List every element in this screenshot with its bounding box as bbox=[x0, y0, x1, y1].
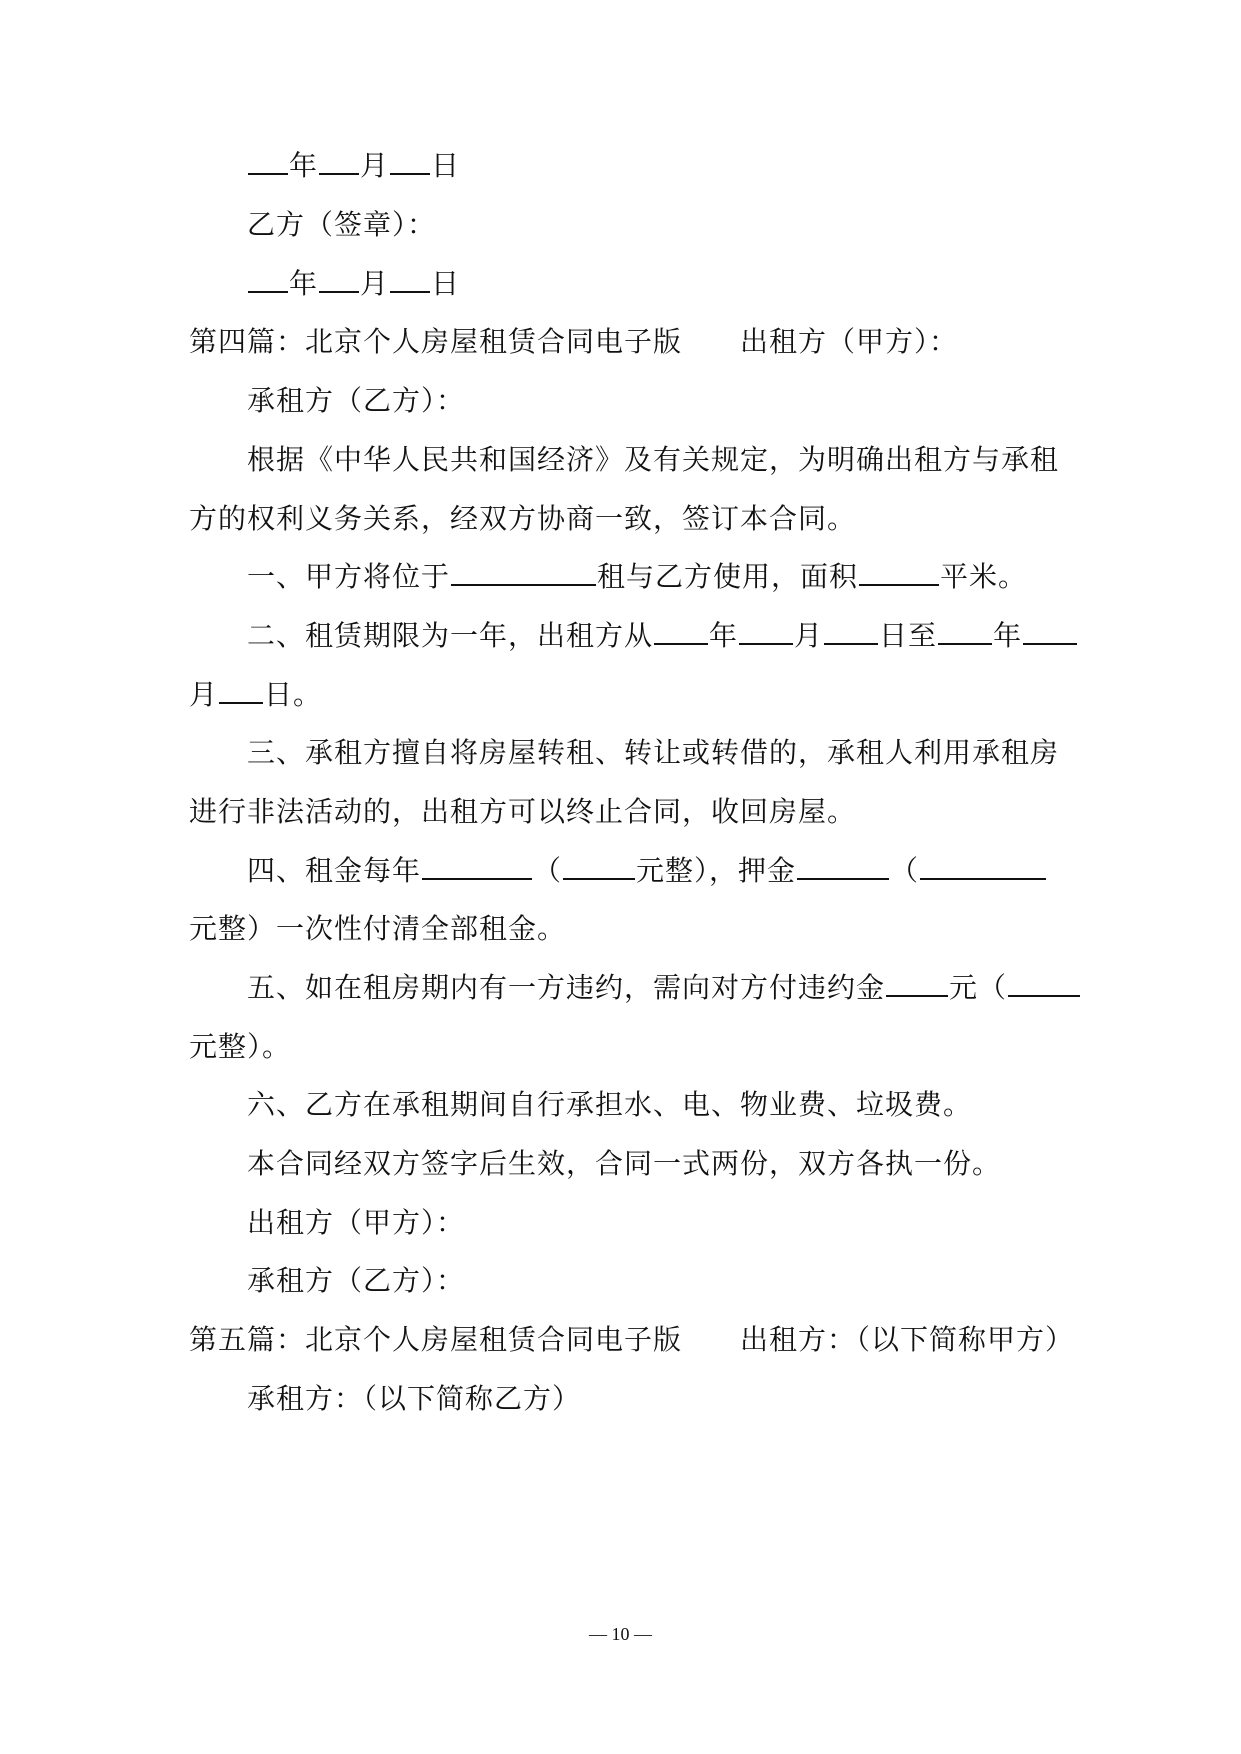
lessor-label: 出租方：（以下简称甲方） bbox=[740, 1323, 1075, 1356]
blank-deposit-words bbox=[920, 854, 1046, 880]
blank bbox=[219, 678, 263, 704]
date-year-label: 年 bbox=[289, 267, 319, 300]
clause-4-cont: 元整）一次性付清全部租金。 bbox=[189, 912, 567, 945]
clause-text: 元整），押金 bbox=[636, 854, 797, 887]
clause-6: 六、乙方在承租期间自行承担水、电、物业费、垃圾费。 bbox=[247, 1088, 973, 1121]
date-line bbox=[247, 146, 460, 186]
blank bbox=[938, 619, 992, 645]
blank-area bbox=[859, 560, 939, 586]
clause-text: （ bbox=[890, 854, 920, 887]
blank-month bbox=[319, 267, 359, 293]
clause-3-cont: 进行非法活动的，出租方可以终止合同，收回房屋。 bbox=[189, 795, 857, 828]
lessee-label: 承租方：（以下简称乙方） bbox=[247, 1382, 582, 1415]
clause-text: 四、租金每年 bbox=[247, 854, 422, 887]
blank bbox=[824, 619, 878, 645]
heading-title: 第四篇：北京个人房屋租赁合同电子版 bbox=[189, 325, 683, 358]
blank bbox=[654, 619, 708, 645]
blank-rent bbox=[422, 854, 532, 880]
clause-2 bbox=[247, 616, 1078, 656]
blank-year bbox=[248, 267, 288, 293]
contract-effect: 本合同经双方签字后生效，合同一式两份，双方各执一份。 bbox=[247, 1147, 1002, 1180]
clause-text: 年 bbox=[993, 619, 1023, 652]
page-number: — 10 — bbox=[589, 1624, 652, 1644]
clause-text: 平米。 bbox=[940, 560, 1028, 593]
clause-text: 月 bbox=[189, 678, 219, 711]
blank-month bbox=[319, 149, 359, 175]
clause-text: 年 bbox=[709, 619, 739, 652]
clause-text: 一、甲方将位于 bbox=[247, 560, 451, 593]
date-day-label: 日 bbox=[431, 267, 461, 300]
date-month-label: 月 bbox=[360, 267, 390, 300]
clause-text: 五、如在租房期内有一方违约，需向对方付违约金 bbox=[247, 971, 886, 1004]
clause-3: 三、承租方擅自将房屋转租、转让或转借的，承租人利用承租房 bbox=[247, 736, 1060, 769]
clause-4 bbox=[247, 851, 1047, 891]
blank-day bbox=[390, 267, 430, 293]
clause-text: （ bbox=[533, 854, 563, 887]
blank-day bbox=[390, 149, 430, 175]
blank bbox=[739, 619, 793, 645]
clause-1 bbox=[247, 557, 1027, 597]
section-heading-5 bbox=[189, 1320, 1074, 1360]
blank-deposit bbox=[797, 854, 889, 880]
blank-rent-words bbox=[563, 854, 635, 880]
date-month-label: 月 bbox=[360, 149, 390, 182]
lessor-label: 出租方（甲方）： bbox=[247, 1206, 466, 1239]
clause-text: 二、租赁期限为一年，出租方从 bbox=[247, 619, 654, 652]
clause-5-cont: 元整）。 bbox=[189, 1030, 292, 1063]
date-year-label: 年 bbox=[289, 149, 319, 182]
lessee-label: 承租方（乙方）： bbox=[247, 1264, 466, 1297]
clause-text: 租与乙方使用，面积 bbox=[597, 560, 859, 593]
date-day-label: 日 bbox=[431, 149, 461, 182]
lessor-label: 出租方（甲方）： bbox=[740, 325, 959, 358]
date-line bbox=[247, 264, 460, 304]
clause-2-cont bbox=[189, 675, 322, 715]
clause-text: 月 bbox=[794, 619, 824, 652]
blank-penalty bbox=[886, 971, 948, 997]
clause-text: 日至 bbox=[879, 619, 938, 652]
blank-address bbox=[451, 560, 596, 586]
party-b-signature: 乙方（签章）： bbox=[247, 208, 437, 241]
blank-penalty-words bbox=[1008, 971, 1080, 997]
lessee-label: 承租方（乙方）： bbox=[247, 384, 466, 417]
clause-text: 元（ bbox=[949, 971, 1008, 1004]
clause-5 bbox=[247, 968, 1081, 1008]
section-heading-4 bbox=[189, 322, 958, 362]
paragraph-line: 方的权利义务关系，经双方协商一致，签订本合同。 bbox=[189, 502, 857, 535]
blank bbox=[1023, 619, 1077, 645]
heading-title: 第五篇：北京个人房屋租赁合同电子版 bbox=[189, 1323, 683, 1356]
blank-year bbox=[248, 149, 288, 175]
paragraph-line: 根据《中华人民共和国经济》及有关规定，为明确出租方与承租 bbox=[247, 443, 1060, 476]
clause-text: 日。 bbox=[264, 678, 323, 711]
